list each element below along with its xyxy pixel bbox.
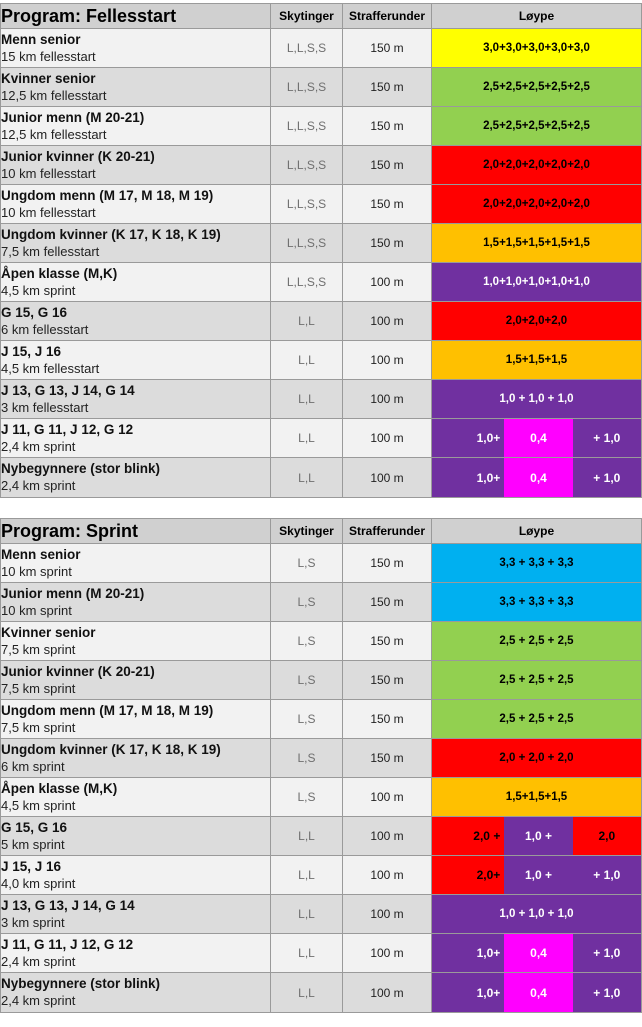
class-cell	[1, 856, 271, 895]
strafferunder-cell: 100 m	[343, 973, 432, 1013]
class-cell	[1, 458, 271, 498]
strafferunder-cell: 150 m	[343, 583, 432, 622]
class-distance: 7,5 km sprint	[1, 681, 76, 696]
loype-segment: 1,0+	[432, 419, 504, 457]
class-distance: 5 km sprint	[1, 837, 65, 852]
class-name: J 11, G 11, J 12, G 12	[1, 422, 134, 437]
fellesstart-table	[0, 3, 642, 498]
class-cell	[1, 380, 271, 419]
strafferunder-cell: 100 m	[343, 302, 432, 341]
loype-cell: 1,5+1,5+1,5+1,5+1,5	[432, 224, 642, 263]
loype-segment: 2,0	[573, 817, 641, 855]
class-name: G 15, G 16	[1, 305, 68, 320]
loype-cell: 2,5 + 2,5 + 2,5	[432, 661, 642, 700]
class-name: Åpen klasse (M,K)	[1, 266, 118, 281]
class-name: Nybegynnere (stor blink)	[1, 461, 161, 476]
skytinger-cell: L,S	[271, 700, 343, 739]
loype-segment: + 1,0	[573, 934, 641, 972]
table-row	[1, 934, 642, 973]
class-distance: 10 km fellesstart	[1, 166, 96, 181]
loype-cell: 3,3 + 3,3 + 3,3	[432, 544, 642, 583]
loype-segment: + 1,0	[573, 973, 641, 1012]
class-cell	[1, 68, 271, 107]
table-row	[1, 778, 642, 817]
table-row	[1, 895, 642, 934]
skytinger-cell: L,L	[271, 380, 343, 419]
class-name: Ungdom menn (M 17, M 18, M 19)	[1, 703, 214, 718]
class-cell	[1, 107, 271, 146]
table-row	[1, 700, 642, 739]
skytinger-cell: L,S	[271, 583, 343, 622]
class-cell	[1, 263, 271, 302]
loype-segment: + 1,0	[573, 856, 641, 894]
loype-cell: 3,0+3,0+3,0+3,0+3,0	[432, 29, 642, 68]
class-cell	[1, 700, 271, 739]
table-row	[1, 458, 642, 498]
class-name: Nybegynnere (stor blink)	[1, 976, 161, 991]
table-row	[1, 380, 642, 419]
strafferunder-cell: 150 m	[343, 29, 432, 68]
skytinger-cell: L,L,S,S	[271, 185, 343, 224]
loype-segment: + 1,0	[573, 458, 641, 497]
loype-cell: 1,0 + 1,0 + 1,0	[432, 380, 642, 419]
class-cell	[1, 29, 271, 68]
col-loype: Løype	[432, 4, 642, 29]
strafferunder-cell: 150 m	[343, 661, 432, 700]
loype-segment: 1,0 +	[504, 856, 572, 894]
class-distance: 4,0 km sprint	[1, 876, 76, 891]
skytinger-cell: L,L,S,S	[271, 107, 343, 146]
skytinger-cell: L,L	[271, 458, 343, 498]
loype-segment: 0,4	[504, 458, 572, 497]
class-cell	[1, 934, 271, 973]
class-name: Ungdom kvinner (K 17, K 18, K 19)	[1, 742, 221, 757]
skytinger-cell: L,S	[271, 661, 343, 700]
class-name: Menn senior	[1, 32, 81, 47]
loype-cell	[432, 817, 642, 856]
strafferunder-cell: 150 m	[343, 185, 432, 224]
class-cell	[1, 185, 271, 224]
class-distance: 10 km sprint	[1, 603, 72, 618]
loype-cell	[432, 934, 642, 973]
skytinger-cell: L,S	[271, 739, 343, 778]
sprint-table	[0, 518, 642, 1013]
class-distance: 4,5 km sprint	[1, 283, 76, 298]
strafferunder-cell: 100 m	[343, 778, 432, 817]
class-cell	[1, 778, 271, 817]
table-row	[1, 817, 642, 856]
class-cell	[1, 973, 271, 1013]
table-row	[1, 544, 642, 583]
skytinger-cell: L,S	[271, 778, 343, 817]
loype-cell: 2,0+2,0+2,0+2,0+2,0	[432, 146, 642, 185]
skytinger-cell: L,L,S,S	[271, 224, 343, 263]
table-row	[1, 661, 642, 700]
loype-cell	[432, 856, 642, 895]
class-name: Ungdom menn (M 17, M 18, M 19)	[1, 188, 214, 203]
strafferunder-cell: 100 m	[343, 458, 432, 498]
class-distance: 7,5 km fellesstart	[1, 244, 100, 259]
skytinger-cell: L,L	[271, 341, 343, 380]
loype-segment: + 1,0	[573, 419, 641, 457]
class-distance: 10 km sprint	[1, 564, 72, 579]
table-row	[1, 739, 642, 778]
skytinger-cell: L,L,S,S	[271, 29, 343, 68]
class-distance: 12,5 km fellesstart	[1, 88, 107, 103]
class-distance: 3 km fellesstart	[1, 400, 89, 415]
skytinger-cell: L,L	[271, 973, 343, 1013]
skytinger-cell: L,L,S,S	[271, 68, 343, 107]
loype-segment: 2,0 +	[432, 817, 504, 855]
loype-cell: 2,5 + 2,5 + 2,5	[432, 622, 642, 661]
strafferunder-cell: 150 m	[343, 146, 432, 185]
class-distance: 2,4 km sprint	[1, 993, 76, 1008]
class-distance: 15 km fellesstart	[1, 49, 96, 64]
class-distance: 6 km fellesstart	[1, 322, 89, 337]
class-cell	[1, 302, 271, 341]
table-row	[1, 341, 642, 380]
table-row	[1, 185, 642, 224]
class-distance: 12,5 km fellesstart	[1, 127, 107, 142]
loype-cell: 2,0+2,0+2,0	[432, 302, 642, 341]
class-distance: 7,5 km sprint	[1, 720, 76, 735]
strafferunder-cell: 150 m	[343, 739, 432, 778]
table-row	[1, 68, 642, 107]
class-name: Junior menn (M 20-21)	[1, 586, 145, 601]
loype-segment: 0,4	[504, 934, 572, 972]
skytinger-cell: L,L	[271, 895, 343, 934]
skytinger-cell: L,L	[271, 856, 343, 895]
loype-cell: 2,5 + 2,5 + 2,5	[432, 700, 642, 739]
class-cell	[1, 341, 271, 380]
class-name: Åpen klasse (M,K)	[1, 781, 118, 796]
table-row	[1, 302, 642, 341]
col-strafferunder: Strafferunder	[343, 4, 432, 29]
class-cell	[1, 817, 271, 856]
table-row	[1, 419, 642, 458]
class-name: Junior kvinner (K 20-21)	[1, 149, 155, 164]
skytinger-cell: L,L,S,S	[271, 146, 343, 185]
col-skytinger: Skytinger	[271, 519, 343, 544]
skytinger-cell: L,S	[271, 544, 343, 583]
class-cell	[1, 895, 271, 934]
loype-cell	[432, 419, 642, 458]
table-row	[1, 973, 642, 1013]
loype-cell: 2,5+2,5+2,5+2,5+2,5	[432, 68, 642, 107]
class-cell	[1, 419, 271, 458]
strafferunder-cell: 150 m	[343, 700, 432, 739]
class-cell	[1, 739, 271, 778]
table-row	[1, 856, 642, 895]
table-row	[1, 622, 642, 661]
strafferunder-cell: 100 m	[343, 817, 432, 856]
class-cell	[1, 224, 271, 263]
strafferunder-cell: 150 m	[343, 544, 432, 583]
strafferunder-cell: 100 m	[343, 380, 432, 419]
loype-cell: 1,5+1,5+1,5	[432, 341, 642, 380]
class-name: Junior menn (M 20-21)	[1, 110, 145, 125]
table-row	[1, 224, 642, 263]
skytinger-cell: L,L	[271, 934, 343, 973]
class-distance: 7,5 km sprint	[1, 642, 76, 657]
table-row	[1, 107, 642, 146]
table-row	[1, 583, 642, 622]
class-cell	[1, 622, 271, 661]
class-name: G 15, G 16	[1, 820, 68, 835]
class-name: J 15, J 16	[1, 859, 62, 874]
class-name: Junior kvinner (K 20-21)	[1, 664, 155, 679]
strafferunder-cell: 150 m	[343, 107, 432, 146]
loype-segment: 1,0 +	[504, 817, 572, 855]
class-distance: 2,4 km sprint	[1, 478, 76, 493]
table-row	[1, 263, 642, 302]
loype-segment: 0,4	[504, 419, 572, 457]
strafferunder-cell: 100 m	[343, 856, 432, 895]
col-strafferunder: Strafferunder	[343, 519, 432, 544]
strafferunder-cell: 150 m	[343, 622, 432, 661]
class-cell	[1, 583, 271, 622]
class-distance: 4,5 km fellesstart	[1, 361, 100, 376]
loype-cell: 1,5+1,5+1,5	[432, 778, 642, 817]
strafferunder-cell: 100 m	[343, 419, 432, 458]
loype-cell: 1,0 + 1,0 + 1,0	[432, 895, 642, 934]
strafferunder-cell: 150 m	[343, 224, 432, 263]
loype-segment: 1,0+	[432, 973, 504, 1012]
loype-cell: 2,0+2,0+2,0+2,0+2,0	[432, 185, 642, 224]
strafferunder-cell: 100 m	[343, 934, 432, 973]
table-row	[1, 146, 642, 185]
loype-cell	[432, 973, 642, 1013]
loype-cell: 2,5+2,5+2,5+2,5+2,5	[432, 107, 642, 146]
skytinger-cell: L,L	[271, 419, 343, 458]
col-loype: Løype	[432, 519, 642, 544]
sprint-title: Program: Sprint	[1, 519, 271, 544]
loype-cell: 2,0 + 2,0 + 2,0	[432, 739, 642, 778]
loype-cell	[432, 458, 642, 498]
class-name: Menn senior	[1, 547, 81, 562]
class-name: Kvinner senior	[1, 71, 96, 86]
class-distance: 10 km fellesstart	[1, 205, 96, 220]
class-name: J 15, J 16	[1, 344, 62, 359]
strafferunder-cell: 100 m	[343, 341, 432, 380]
class-name: J 13, G 13, J 14, G 14	[1, 898, 135, 913]
loype-segment: 0,4	[504, 973, 572, 1012]
class-distance: 2,4 km sprint	[1, 439, 76, 454]
loype-cell: 3,3 + 3,3 + 3,3	[432, 583, 642, 622]
loype-segment: 2,0+	[432, 856, 504, 894]
loype-segment: 1,0+	[432, 934, 504, 972]
table-row	[1, 29, 642, 68]
class-name: Kvinner senior	[1, 625, 96, 640]
strafferunder-cell: 100 m	[343, 895, 432, 934]
col-skytinger: Skytinger	[271, 4, 343, 29]
class-cell	[1, 661, 271, 700]
class-distance: 4,5 km sprint	[1, 798, 76, 813]
class-name: J 11, G 11, J 12, G 12	[1, 937, 134, 952]
loype-cell: 1,0+1,0+1,0+1,0+1,0	[432, 263, 642, 302]
class-distance: 2,4 km sprint	[1, 954, 76, 969]
skytinger-cell: L,L	[271, 817, 343, 856]
skytinger-cell: L,L	[271, 302, 343, 341]
class-name: J 13, G 13, J 14, G 14	[1, 383, 135, 398]
class-distance: 6 km sprint	[1, 759, 65, 774]
skytinger-cell: L,L,S,S	[271, 263, 343, 302]
class-distance: 3 km sprint	[1, 915, 65, 930]
class-cell	[1, 544, 271, 583]
loype-segment: 1,0+	[432, 458, 504, 497]
fellesstart-title: Program: Fellesstart	[1, 4, 271, 29]
strafferunder-cell: 150 m	[343, 68, 432, 107]
class-cell	[1, 146, 271, 185]
strafferunder-cell: 100 m	[343, 263, 432, 302]
class-name: Ungdom kvinner (K 17, K 18, K 19)	[1, 227, 221, 242]
skytinger-cell: L,S	[271, 622, 343, 661]
